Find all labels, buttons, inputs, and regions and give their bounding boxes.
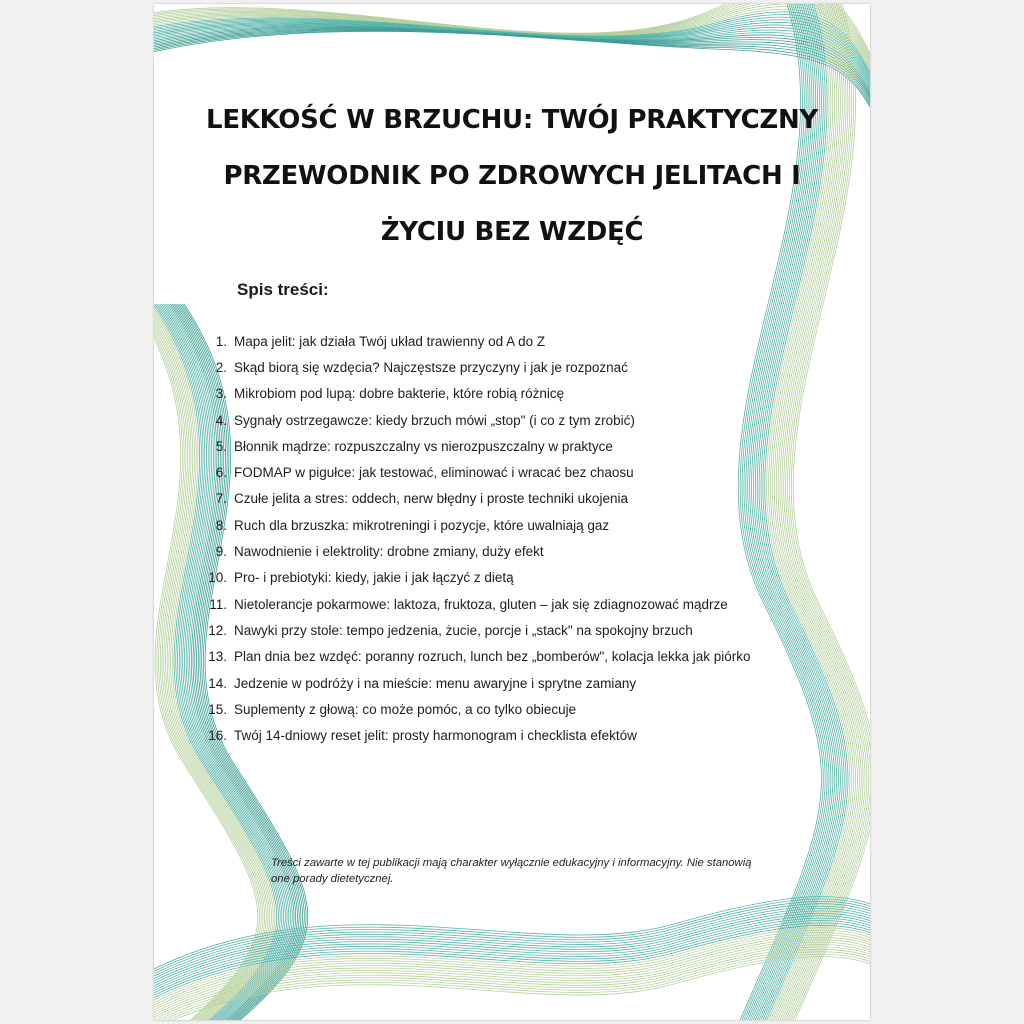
toc-number: 7. [215, 491, 227, 507]
toc-text: Błonnik mądrze: rozpuszczalny vs nierozpuszczalny w praktyce [234, 438, 613, 454]
toc-text: Pro- i prebiotyki: kiedy, jakie i jak łączyć z dietą [234, 570, 514, 586]
toc-text: Czułe jelita a stres: oddech, nerw błędny i proste techniki ukojenia [234, 491, 628, 507]
toc-number: 2. [215, 359, 227, 375]
wave-line [154, 4, 870, 94]
toc-text: Twój 14-dniowy reset jelit: prosty harmonogram i checklista efektów [234, 728, 637, 744]
toc-item [190, 459, 850, 485]
toc-text: Skąd biorą się wzdęcia? Najczęstsze przyczyny i jak je rozpoznać [234, 359, 628, 375]
toc-text: Sygnały ostrzegawcze: kiedy brzuch mówi „stop" (i co z tym zrobić) [234, 412, 635, 428]
toc-text: Suplementy z głową: co może pomóc, a co tylko obiecuje [234, 701, 577, 717]
toc-text: Mapa jelit: jak działa Twój układ trawienny od A do Z [234, 333, 546, 349]
toc-text: Nietolerancje pokarmowe: laktoza, fruktoza, gluten – jak się zdiagnozować mądrze [234, 596, 728, 612]
toc-item [190, 328, 850, 354]
toc-text: Jedzenie w podróży i na mieście: menu awaryjne i sprytne zamiany [234, 675, 637, 691]
title-line: LEKKOŚĆ W BRZUCHU: TWÓJ PRAKTYCZNY [206, 105, 818, 135]
wave-line [154, 4, 870, 101]
title-line: PRZEWODNIK PO ZDROWYCH JELITACH I [223, 161, 801, 191]
toc-item [190, 617, 850, 643]
toc-number: 10. [208, 570, 227, 586]
table-of-contents [190, 328, 850, 749]
toc-item [190, 722, 850, 748]
title-line: ŻYCIU BEZ WZDĘĆ [380, 217, 644, 247]
toc-number: 14. [208, 675, 227, 691]
document-page [154, 4, 870, 1020]
toc-number: 9. [215, 544, 227, 560]
toc-number: 13. [208, 649, 227, 665]
toc-item [190, 381, 850, 407]
toc-item [190, 433, 850, 459]
toc-text: Mikrobiom pod lupą: dobre bakterie, które robią różnicę [234, 386, 565, 402]
toc-heading: Spis treści: [237, 280, 329, 299]
toc-number: 12. [208, 622, 227, 638]
toc-item [190, 486, 850, 512]
toc-number: 8. [215, 517, 227, 533]
toc-item [190, 407, 850, 433]
toc-number: 3. [215, 386, 227, 402]
disclaimer: Treści zawarte w tej publikacji mają charakter wyłącznie edukacyjny i informacyjny. Nie stanowią one porady dietetycznej. [271, 857, 752, 885]
toc-number: 5. [215, 438, 227, 454]
toc-number: 15. [208, 701, 227, 717]
toc-number: 4. [215, 412, 227, 428]
toc-text: Nawyki przy stole: tempo jedzenia, żucie, porcje i „stack" na spokojny brzuch [234, 622, 693, 638]
toc-number: 6. [215, 465, 227, 481]
toc-item [190, 670, 850, 696]
toc-item [190, 538, 850, 564]
toc-item [190, 512, 850, 538]
toc-text: Plan dnia bez wzdęć: poranny rozruch, lunch bez „bomberów", kolacja lekka jak piórko [234, 649, 751, 665]
toc-item [190, 696, 850, 722]
toc-text: FODMAP w pigułce: jak testować, eliminować i wracać bez chaosu [234, 465, 634, 481]
toc-item [190, 644, 850, 670]
toc-text: Nawodnienie i elektrolity: drobne zmiany, duży efekt [234, 544, 544, 560]
toc-text: Ruch dla brzuszka: mikrotreningi i pozycje, które uwalniają gaz [234, 517, 610, 533]
toc-number: 1. [215, 333, 227, 349]
toc-number: 11. [209, 596, 227, 612]
toc-number: 16. [208, 728, 227, 744]
page-title [154, 92, 870, 260]
toc-item [190, 565, 850, 591]
toc-item [190, 591, 850, 617]
toc-item [190, 354, 850, 380]
